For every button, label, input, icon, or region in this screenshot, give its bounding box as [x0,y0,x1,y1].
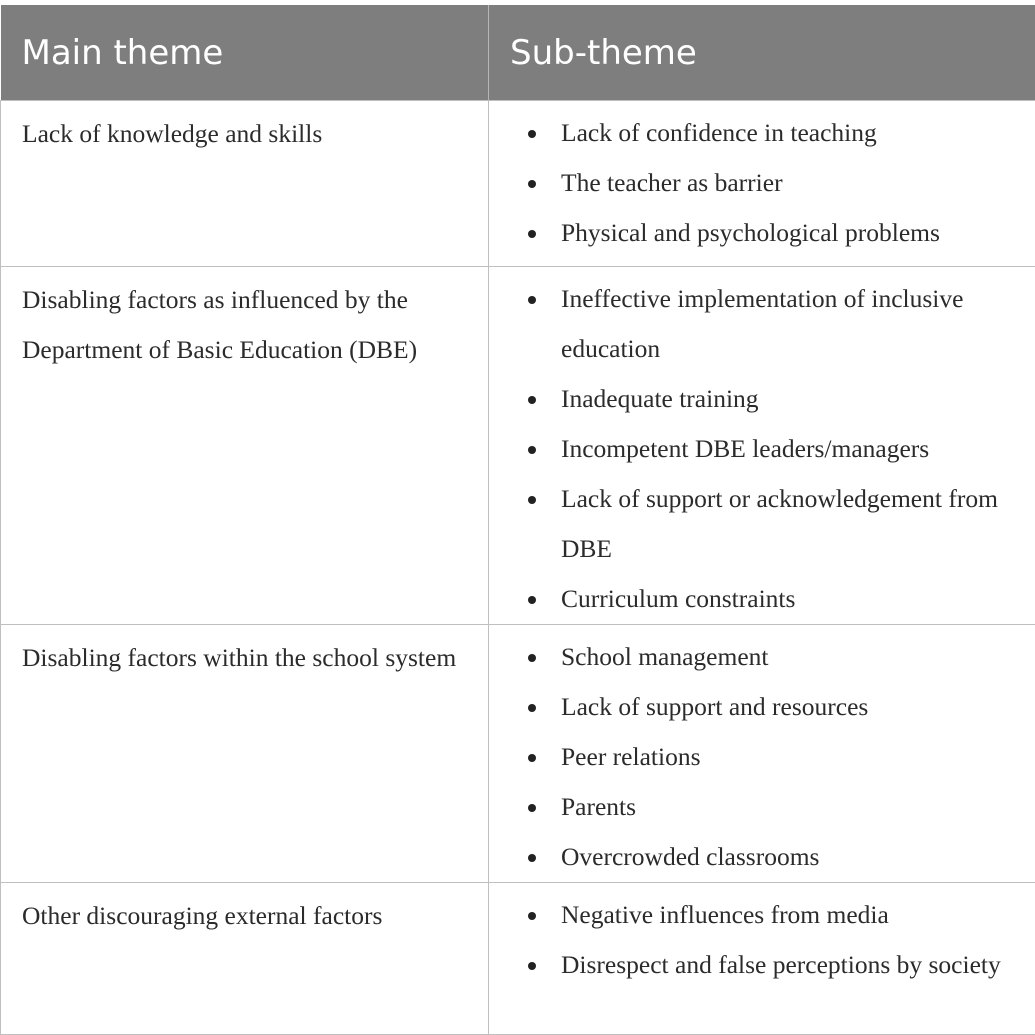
table-body [1,101,1035,1035]
sub-theme-list [489,632,1029,882]
sub-theme-item: Overcrowded classrooms [561,832,1029,882]
sub-theme-item: Incompetent DBE leaders/managers [561,424,1029,474]
header-sub-theme: Sub-theme [489,5,1035,101]
sub-theme-item: Ineffective implementation of inclusive education [561,274,1029,374]
sub-theme-item: Lack of support and resources [561,682,1029,732]
sub-theme-item: Lack of support or acknowledgement from DBE [561,474,1029,574]
table-row [1,267,1035,625]
sub-theme-item: Disrespect and false perceptions by society [561,940,1029,990]
sub-theme-item: Parents [561,782,1029,832]
sub-theme-item: Peer relations [561,732,1029,782]
sub-theme-item: Physical and psychological problems [561,208,1029,258]
table-row [1,883,1035,1035]
main-theme-cell: Lack of knowledge and skills [1,101,489,267]
main-theme-cell: Other discouraging external factors [1,883,489,1035]
sub-theme-item: Curriculum constraints [561,574,1029,624]
table-row [1,625,1035,883]
sub-theme-item: School management [561,632,1029,682]
sub-theme-cell [489,625,1035,883]
sub-theme-item: Negative influences from media [561,890,1029,940]
sub-theme-cell [489,267,1035,625]
table-row [1,101,1035,267]
sub-theme-list [489,890,1029,990]
main-theme-cell: Disabling factors as influenced by the Department of Basic Education (DBE) [1,267,489,625]
header-main-theme: Main theme [1,5,489,101]
sub-theme-item: Lack of confidence in teaching [561,108,1029,158]
themes-table [0,5,1035,1035]
table-header [1,5,1035,101]
sub-theme-item: The teacher as barrier [561,158,1029,208]
main-theme-cell: Disabling factors within the school system [1,625,489,883]
sub-theme-cell [489,101,1035,267]
sub-theme-item: Inadequate training [561,374,1029,424]
header-row [1,5,1035,101]
sub-theme-list [489,274,1029,624]
sub-theme-list [489,108,1029,258]
sub-theme-cell [489,883,1035,1035]
